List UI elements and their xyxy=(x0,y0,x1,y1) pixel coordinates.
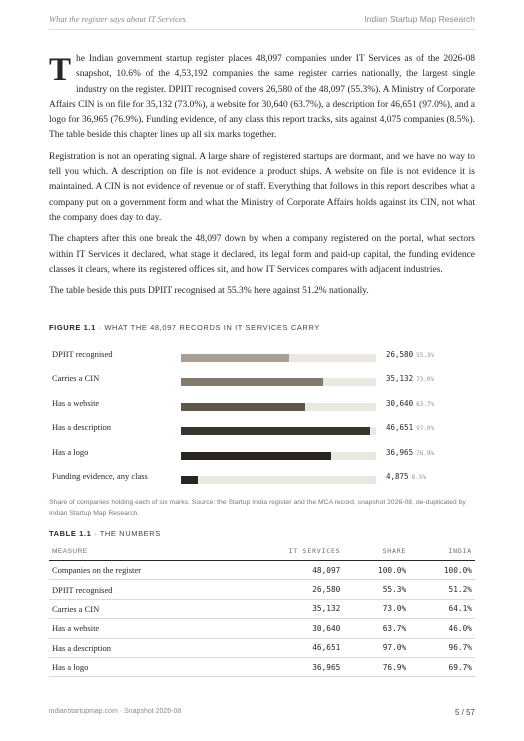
col-header-it-services: IT SERVICES xyxy=(232,542,343,561)
bar-label: Carries a CIN xyxy=(52,373,100,384)
paragraph-3: The chapters after this one break the 48,097 down by when a company registered on the portal, what sectors within IT Services it declared, what stage it declared, its legal form and paid-up capital, the funding evidence classes it clears, where its registered offices sit, and how IT Services compares with adjacent industries. xyxy=(49,234,475,275)
page-footer xyxy=(49,708,475,717)
bar-value-label xyxy=(386,399,434,408)
chart-row xyxy=(49,418,475,442)
bar-count: 30,640 xyxy=(386,398,414,408)
cell-share: 63.7% xyxy=(343,619,409,638)
bar-track xyxy=(181,403,376,411)
cell-india: 64.1% xyxy=(409,599,475,618)
chart-row xyxy=(49,369,475,393)
bar-percent: 73.0% xyxy=(416,376,435,384)
cell-india: 100.0% xyxy=(409,561,475,580)
cell-share: 73.0% xyxy=(343,599,409,618)
bar-value-label xyxy=(386,423,434,432)
cell-measure: Has a logo xyxy=(49,657,232,676)
bar-label: Has a logo xyxy=(52,446,89,457)
bar-label: Has a description xyxy=(52,422,112,433)
cell-share: 100.0% xyxy=(343,561,409,580)
bar-count: 26,580 xyxy=(386,350,414,359)
col-header-share: SHARE xyxy=(343,542,409,561)
table-row xyxy=(49,580,475,599)
numbers-table xyxy=(49,542,475,677)
bar-label: Has a website xyxy=(52,397,100,408)
chart-row xyxy=(49,345,475,369)
publication-name: Indian Startup Map Research xyxy=(364,14,475,24)
chart-row xyxy=(49,443,475,467)
bar xyxy=(181,452,331,460)
paragraph-1-text: he Indian government startup register places 48,097 companies under IT Services as of the 2026-08 snapshot, 10.6% of the 4,53,192 companies the same register carries nationally, the largest single industry on the register. DPIIT recognised covers 26,580 of the 48,097 (55.3%). A Ministry of Corporate Affairs CIN is on file for 35,132 (73.0%), a website for 30,640 (63.7%), a description for 46,651 (97.0%), and a logo for 36,965 (76.9%). Funding evidence, of any class this report tracks, sits against 4,075 companies (8.5%). The table beside this chapter lines up all six marks together. xyxy=(49,54,475,141)
bar xyxy=(181,354,289,362)
bar-track xyxy=(181,476,376,484)
cell-india: 69.7% xyxy=(409,657,475,676)
cell-it-services: 35,132 xyxy=(232,599,343,618)
chart-row xyxy=(49,467,475,491)
figure-number: FIGURE 1.1 xyxy=(49,323,96,332)
figure-label: FIGURE 1.1 · WHAT THE 48,097 RECORDS IN IT SERVICES CARRY xyxy=(49,323,320,332)
bar-count: 35,132 xyxy=(386,374,414,384)
cell-measure: Carries a CIN xyxy=(49,599,232,618)
bar-value-label xyxy=(386,350,434,359)
cell-measure: Has a description xyxy=(49,638,232,657)
bar xyxy=(181,427,370,435)
bar-percent: 55.3% xyxy=(416,352,435,359)
bar-label: DPIIT recognised xyxy=(52,349,113,359)
figure-caption: Share of companies holding each of six marks. Source: the Startup India register and the MCA record, snapshot 2026-08, de-duplicated by Indian Startup Map Research. xyxy=(49,499,466,517)
bar-chart xyxy=(49,345,475,491)
bar xyxy=(181,378,323,386)
cell-share: 55.3% xyxy=(343,580,409,599)
table-row xyxy=(49,619,475,638)
drop-cap: T xyxy=(49,52,72,88)
cell-it-services: 26,580 xyxy=(232,580,343,599)
paragraph-1 xyxy=(49,52,475,144)
paragraph-2: Registration is not an operating signal. A large share of registered startups are dormant, and we have no way to tell you which. A description on file is not evidence a product ships. A website on file is not evidence it is maintained. A CIN is not evidence of revenue or of staff. Everything that follows in this report describes what a company put on a government form and what the Ministry of Corporate Affairs holds against its CIN, not what the company does day to day. xyxy=(49,151,475,223)
cell-measure: Has a website xyxy=(49,619,232,638)
bar-count: 4,875 xyxy=(386,471,409,481)
bar-percent: 97.0% xyxy=(416,425,435,433)
body-text xyxy=(49,52,475,305)
bar-track xyxy=(181,452,376,460)
cell-it-services: 46,651 xyxy=(232,638,343,657)
table-row xyxy=(49,657,475,676)
cell-measure: DPIIT recognised xyxy=(49,580,232,599)
paragraph-4: The table beside this puts DPIIT recognised at 55.3% here against 51.2% nationally. xyxy=(49,286,369,297)
chapter-title: What the register says about IT Services xyxy=(49,14,186,24)
bar-percent: 63.7% xyxy=(416,400,435,408)
cell-share: 76.9% xyxy=(343,657,409,676)
bar-percent: 8.5% xyxy=(411,473,427,481)
bar-value-label xyxy=(386,472,426,481)
bar xyxy=(181,403,305,411)
table-row xyxy=(49,638,475,657)
bar-value-label xyxy=(386,448,434,457)
table-row xyxy=(49,561,475,580)
bar-track xyxy=(181,427,376,435)
table-number: TABLE 1.1 xyxy=(49,529,92,538)
cell-india: 96.7% xyxy=(409,638,475,657)
cell-it-services: 36,965 xyxy=(232,657,343,676)
table-label: TABLE 1.1 · THE NUMBERS xyxy=(49,529,161,538)
page-number: 5 / 57 xyxy=(454,708,475,717)
chart-row xyxy=(49,394,475,418)
col-header-measure: MEASURE xyxy=(49,542,232,561)
bar-track xyxy=(181,354,376,362)
bar-label: Funding evidence, any class xyxy=(52,470,148,481)
header-rule xyxy=(49,29,475,30)
cell-it-services: 48,097 xyxy=(232,561,343,580)
bar-value-label xyxy=(386,374,434,383)
cell-measure: Companies on the register xyxy=(49,561,232,580)
table-row xyxy=(49,599,475,618)
table-header-row xyxy=(49,542,475,561)
bar-percent: 76.9% xyxy=(416,449,435,457)
cell-india: 46.0% xyxy=(409,619,475,638)
table-title: THE NUMBERS xyxy=(99,529,161,538)
running-header xyxy=(49,14,475,24)
bar-count: 46,651 xyxy=(386,423,414,433)
bar-count: 36,965 xyxy=(386,447,414,457)
cell-it-services: 30,640 xyxy=(232,619,343,638)
bar-track xyxy=(181,378,376,386)
footer-source: indianstartupmap.com · Snapshot 2026-08 xyxy=(49,708,182,715)
cell-india: 51.2% xyxy=(409,580,475,599)
cell-share: 97.0% xyxy=(343,638,409,657)
figure-title: WHAT THE 48,097 RECORDS IN IT SERVICES CARRY xyxy=(104,323,320,332)
col-header-india: INDIA xyxy=(409,542,475,561)
bar xyxy=(181,476,198,484)
